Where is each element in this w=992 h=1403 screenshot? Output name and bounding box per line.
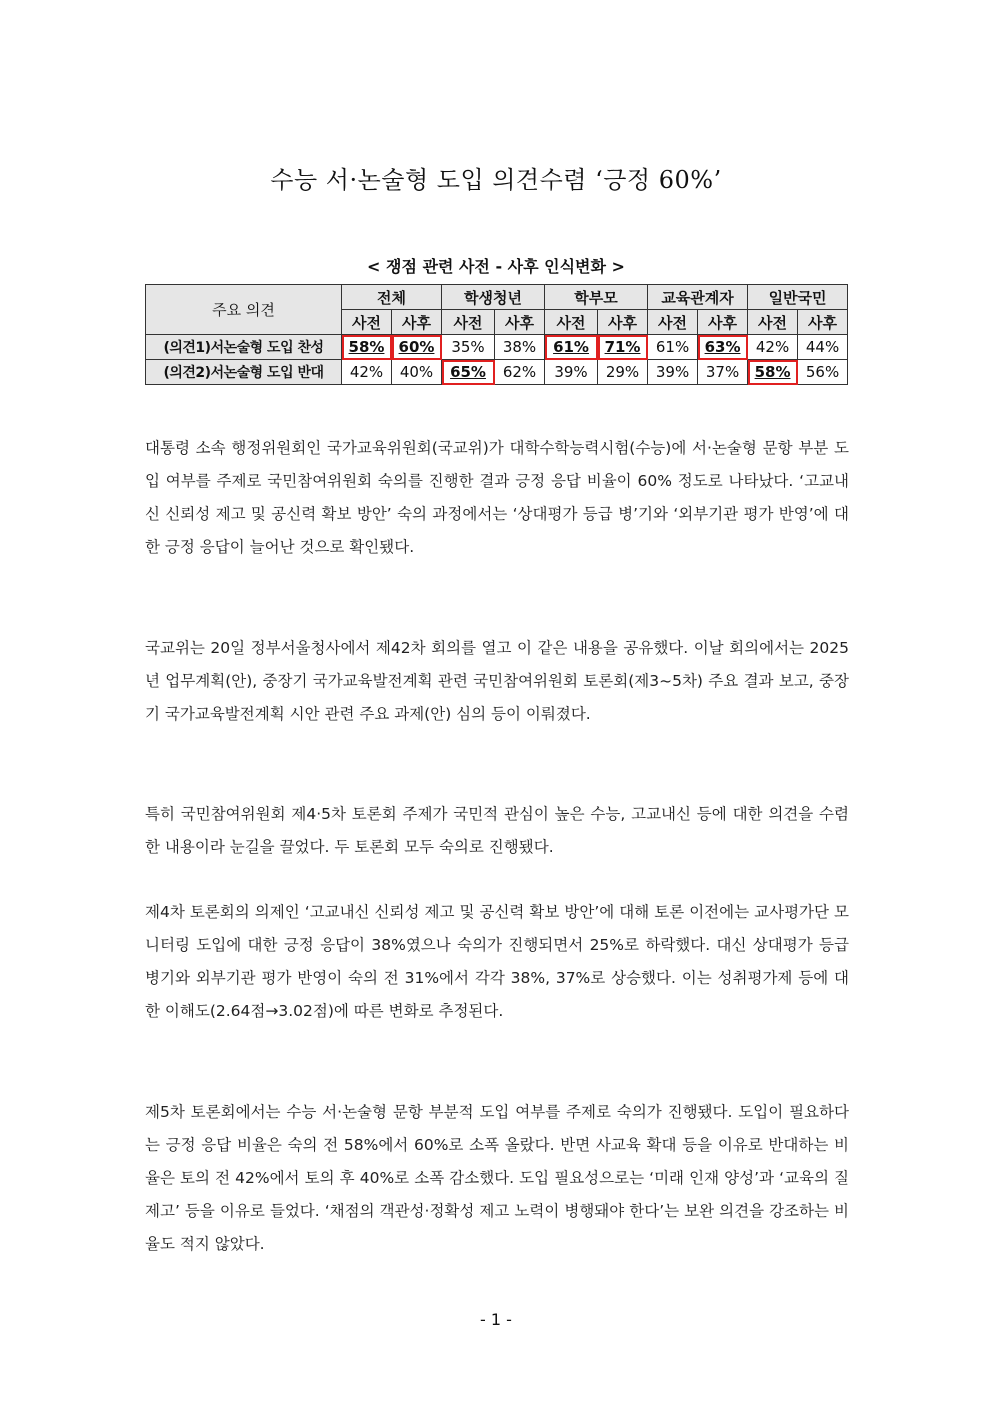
group-header-parents: 학부모 xyxy=(545,285,648,310)
row-label-support: (의견1)서논술형 도입 찬성 xyxy=(146,335,342,360)
table-caption: < 쟁점 관련 사전 - 사후 인식변화 > xyxy=(367,257,625,276)
page-number: - 1 - xyxy=(480,1310,512,1329)
table-cell: 71% xyxy=(598,335,648,360)
body-paragraph-3: 특히 국민참여위원회 제4·5차 토론회 주제가 국민적 관심이 높은 수능, 고교내신 등에 대한 의견을 수렴한 내용이라 눈길을 끌었다. 두 토론회 모두 숙의로 진행됐다. xyxy=(145,805,849,856)
table-cell: 61% xyxy=(545,335,598,360)
row-label-oppose: (의견2)서논술형 도입 반대 xyxy=(146,360,342,385)
phase-header-after: 사후 xyxy=(495,310,545,335)
phase-header-before: 사전 xyxy=(342,310,392,335)
phase-header-before: 사전 xyxy=(748,310,798,335)
phase-header-after: 사후 xyxy=(392,310,442,335)
table-cell: 37% xyxy=(698,360,748,385)
table-cell: 38% xyxy=(495,335,545,360)
group-header-public: 일반국민 xyxy=(748,285,848,310)
document-title: 수능 서·논술형 도입 의견수렴 ‘긍정 60%’ xyxy=(270,166,722,194)
table-row xyxy=(146,335,848,360)
table-cell: 44% xyxy=(798,335,848,360)
table-cell: 56% xyxy=(798,360,848,385)
group-header-students: 학생청년 xyxy=(442,285,545,310)
body-paragraph-1: 대통령 소속 행정위원회인 국가교육위원회(국교위)가 대학수학능력시험(수능)에 서·논술형 문항 부분 도입 여부를 주제로 국민참여위원회 숙의를 진행한 결과 긍정 응답 비율이 60% 정도로 나타났다. ‘고교내신 신뢰성 제고 및 공신력 확보 방안’ 숙의 과정에서는 ‘상대평가 등급 병’기와 ‘외부기관 평가 반영’에 대한 긍정 응답이 늘어난 것으로 확인됐다. xyxy=(145,439,849,556)
table-cell: 42% xyxy=(748,335,798,360)
table-cell: 60% xyxy=(392,335,442,360)
group-header-educators: 교육관계자 xyxy=(648,285,748,310)
body-paragraph-5: 제5차 토론회에서는 수능 서·논술형 문항 부분적 도입 여부를 주제로 숙의가 진행됐다. 도입이 필요하다는 긍정 응답 비율은 숙의 전 58%에서 60%로 소폭 올랐다. 반면 사교육 확대 등을 이유로 반대하는 비율은 토의 전 42%에서 토의 후 40%로 소폭 감소했다. 도입 필요성으로는 ‘미래 인재 양성’과 ‘교육의 질 제고’ 등을 이유로 들었다. ‘채점의 객관성·정확성 제고 노력이 병행돼야 한다’는 보완 의견을 강조하는 비율도 적지 않았다. xyxy=(145,1103,849,1253)
phase-header-after: 사후 xyxy=(598,310,648,335)
table-cell: 40% xyxy=(392,360,442,385)
body-paragraph-4: 제4차 토론회의 의제인 ‘고교내신 신뢰성 제고 및 공신력 확보 방안’에 대해 토론 이전에는 교사평가단 모니터링 도입에 대한 긍정 응답이 38%였으나 숙의가 진행되면서 25%로 하락했다. 대신 상대평가 등급 병기와 외부기관 평가 반영이 숙의 전 31%에서 각각 38%, 37%로 상승했다. 이는 성취평가제 등에 대한 이해도(2.64점→3.02점)에 따른 변화로 추정된다. xyxy=(145,903,849,1020)
table-cell: 61% xyxy=(648,335,698,360)
table-cell: 42% xyxy=(342,360,392,385)
phase-header-after: 사후 xyxy=(798,310,848,335)
table-cell: 62% xyxy=(495,360,545,385)
table-cell: 58% xyxy=(342,335,392,360)
phase-header-before: 사전 xyxy=(545,310,598,335)
table-row xyxy=(146,360,848,385)
table-cell: 29% xyxy=(598,360,648,385)
table-cell: 35% xyxy=(442,335,495,360)
opinion-change-table xyxy=(145,284,848,385)
table-cell: 65% xyxy=(442,360,495,385)
phase-header-after: 사후 xyxy=(698,310,748,335)
phase-header-before: 사전 xyxy=(648,310,698,335)
table-header-row-groups xyxy=(146,285,848,310)
table-cell: 63% xyxy=(698,335,748,360)
table-cell: 58% xyxy=(748,360,798,385)
table-cell: 39% xyxy=(648,360,698,385)
body-paragraph-2: 국교위는 20일 정부서울청사에서 제42차 회의를 열고 이 같은 내용을 공유했다. 이날 회의에서는 2025년 업무계획(안), 중장기 국가교육발전계획 관련 국민참여위원회 토론회(제3~5차) 주요 결과 보고, 중장기 국가교육발전계획 시안 관련 주요 과제(안) 심의 등이 이뤄졌다. xyxy=(145,639,849,723)
table-corner-header: 주요 의견 xyxy=(146,285,342,335)
phase-header-before: 사전 xyxy=(442,310,495,335)
group-header-total: 전체 xyxy=(342,285,442,310)
table-cell: 39% xyxy=(545,360,598,385)
